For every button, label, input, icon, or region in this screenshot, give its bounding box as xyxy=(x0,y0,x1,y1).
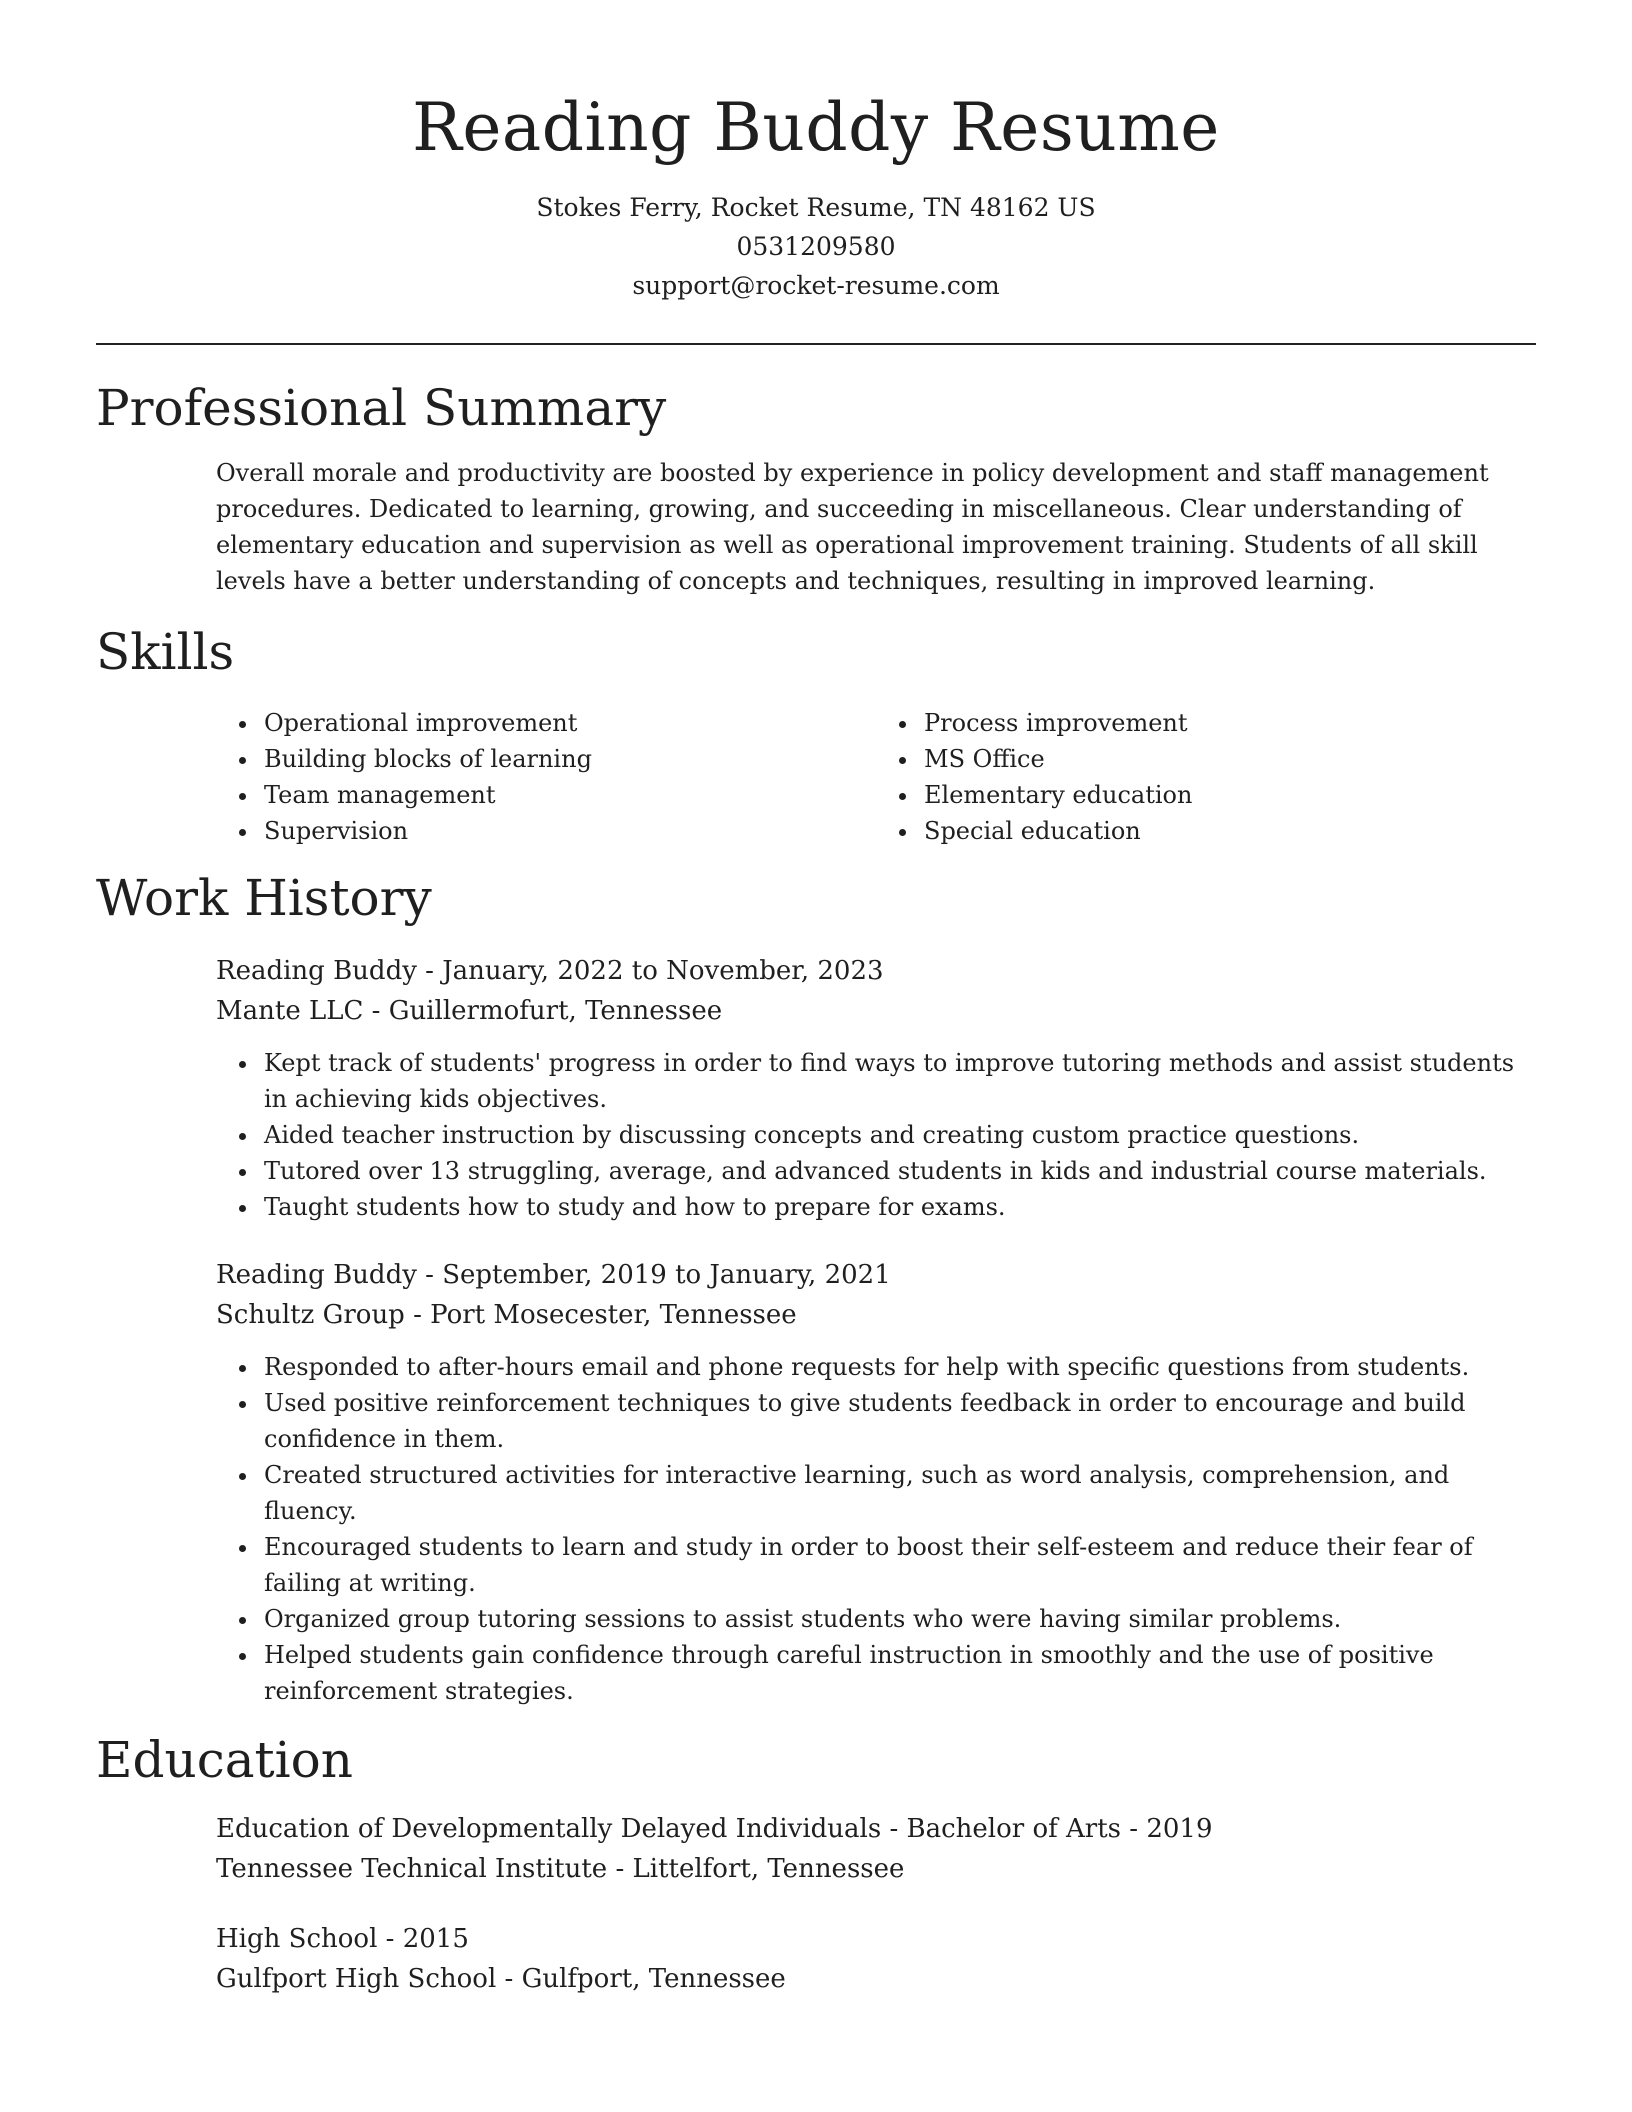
skill-item: • Operational improvement xyxy=(260,705,876,741)
education-section xyxy=(96,1725,1536,1999)
job-heading: Reading Buddy - January, 2022 to November, 2023 xyxy=(216,956,884,986)
skills-grid xyxy=(216,705,1536,849)
summary-text: Overall morale and productivity are boosted by experience in policy development and staff management procedures. Dedicated to learning, growing, and succeeding in miscellaneous. Clear understanding of elementary education and supervision as well as operational improvement training. Students of all skill levels have a better understanding of concepts and techniques, resulting in improved learning. xyxy=(216,459,1489,595)
skills-column-left xyxy=(216,705,876,849)
summary-heading: Professional Summary xyxy=(96,379,667,437)
job-company: Mante LLC - Guillermofurt, Tennessee xyxy=(216,996,723,1026)
skill-item: • Process improvement xyxy=(920,705,1536,741)
education-entry xyxy=(216,1919,1536,1999)
duty-item: • Helped students gain confidence through careful instruction in smoothly and the use of positive reinforcement strategies. xyxy=(260,1637,1536,1709)
contact-phone: 0531209580 xyxy=(736,232,896,261)
duty-item: • Responded to after-hours email and phone requests for help with specific questions from students. xyxy=(260,1349,1536,1385)
duty-item: • Organized group tutoring sessions to assist students who were having similar problems. xyxy=(260,1601,1536,1637)
work-history-section xyxy=(96,863,1536,1709)
skills-section xyxy=(96,617,1536,849)
duty-item: • Created structured activities for interactive learning, such as word analysis, comprehension, and fluency. xyxy=(260,1457,1536,1529)
skills-heading: Skills xyxy=(96,623,235,681)
skills-column-right xyxy=(876,705,1536,849)
education-school: Tennessee Technical Institute - Littelfort, Tennessee xyxy=(216,1854,905,1884)
summary-section xyxy=(96,373,1536,599)
duty-item: • Used positive reinforcement techniques to give students feedback in order to encourage and build confidence in them. xyxy=(260,1385,1536,1457)
job-duties xyxy=(216,1349,1536,1709)
education-entry xyxy=(216,1809,1536,1889)
duty-item: • Taught students how to study and how to prepare for exams. xyxy=(260,1189,1536,1225)
job-company: Schultz Group - Port Mosecester, Tennessee xyxy=(216,1300,797,1330)
contact-email: support@rocket-resume.com xyxy=(632,271,1000,300)
duty-item: • Aided teacher instruction by discussing concepts and creating custom practice questions. xyxy=(260,1117,1536,1153)
skill-item: • Supervision xyxy=(260,813,876,849)
duty-item: • Encouraged students to learn and study in order to boost their self-esteem and reduce their fear of failing at writing. xyxy=(260,1529,1536,1601)
skill-item: • MS Office xyxy=(920,741,1536,777)
skill-item: • Building blocks of learning xyxy=(260,741,876,777)
skill-item: • Team management xyxy=(260,777,876,813)
education-heading: Education xyxy=(96,1731,353,1789)
header-divider xyxy=(96,343,1536,345)
job-entry xyxy=(216,1255,1536,1709)
work-history-heading: Work History xyxy=(96,869,432,927)
education-school: Gulfport High School - Gulfport, Tennessee xyxy=(216,1964,786,1994)
education-degree: High School - 2015 xyxy=(216,1924,469,1954)
job-heading: Reading Buddy - September, 2019 to January, 2021 xyxy=(216,1260,891,1290)
contact-block xyxy=(96,188,1536,305)
job-entry xyxy=(216,951,1536,1225)
resume-header xyxy=(96,0,1536,305)
education-degree: Education of Developmentally Delayed Individuals - Bachelor of Arts - 2019 xyxy=(216,1814,1213,1844)
contact-address: Stokes Ferry, Rocket Resume, TN 48162 US xyxy=(536,193,1096,222)
duty-item: • Tutored over 13 struggling, average, and advanced students in kids and industrial course materials. xyxy=(260,1153,1536,1189)
resume-title: Reading Buddy Resume xyxy=(412,89,1220,166)
job-duties xyxy=(216,1045,1536,1225)
skill-item: • Special education xyxy=(920,813,1536,849)
skill-item: • Elementary education xyxy=(920,777,1536,813)
duty-item: • Kept track of students' progress in order to find ways to improve tutoring methods and assist students in achieving kids objectives. xyxy=(260,1045,1536,1117)
